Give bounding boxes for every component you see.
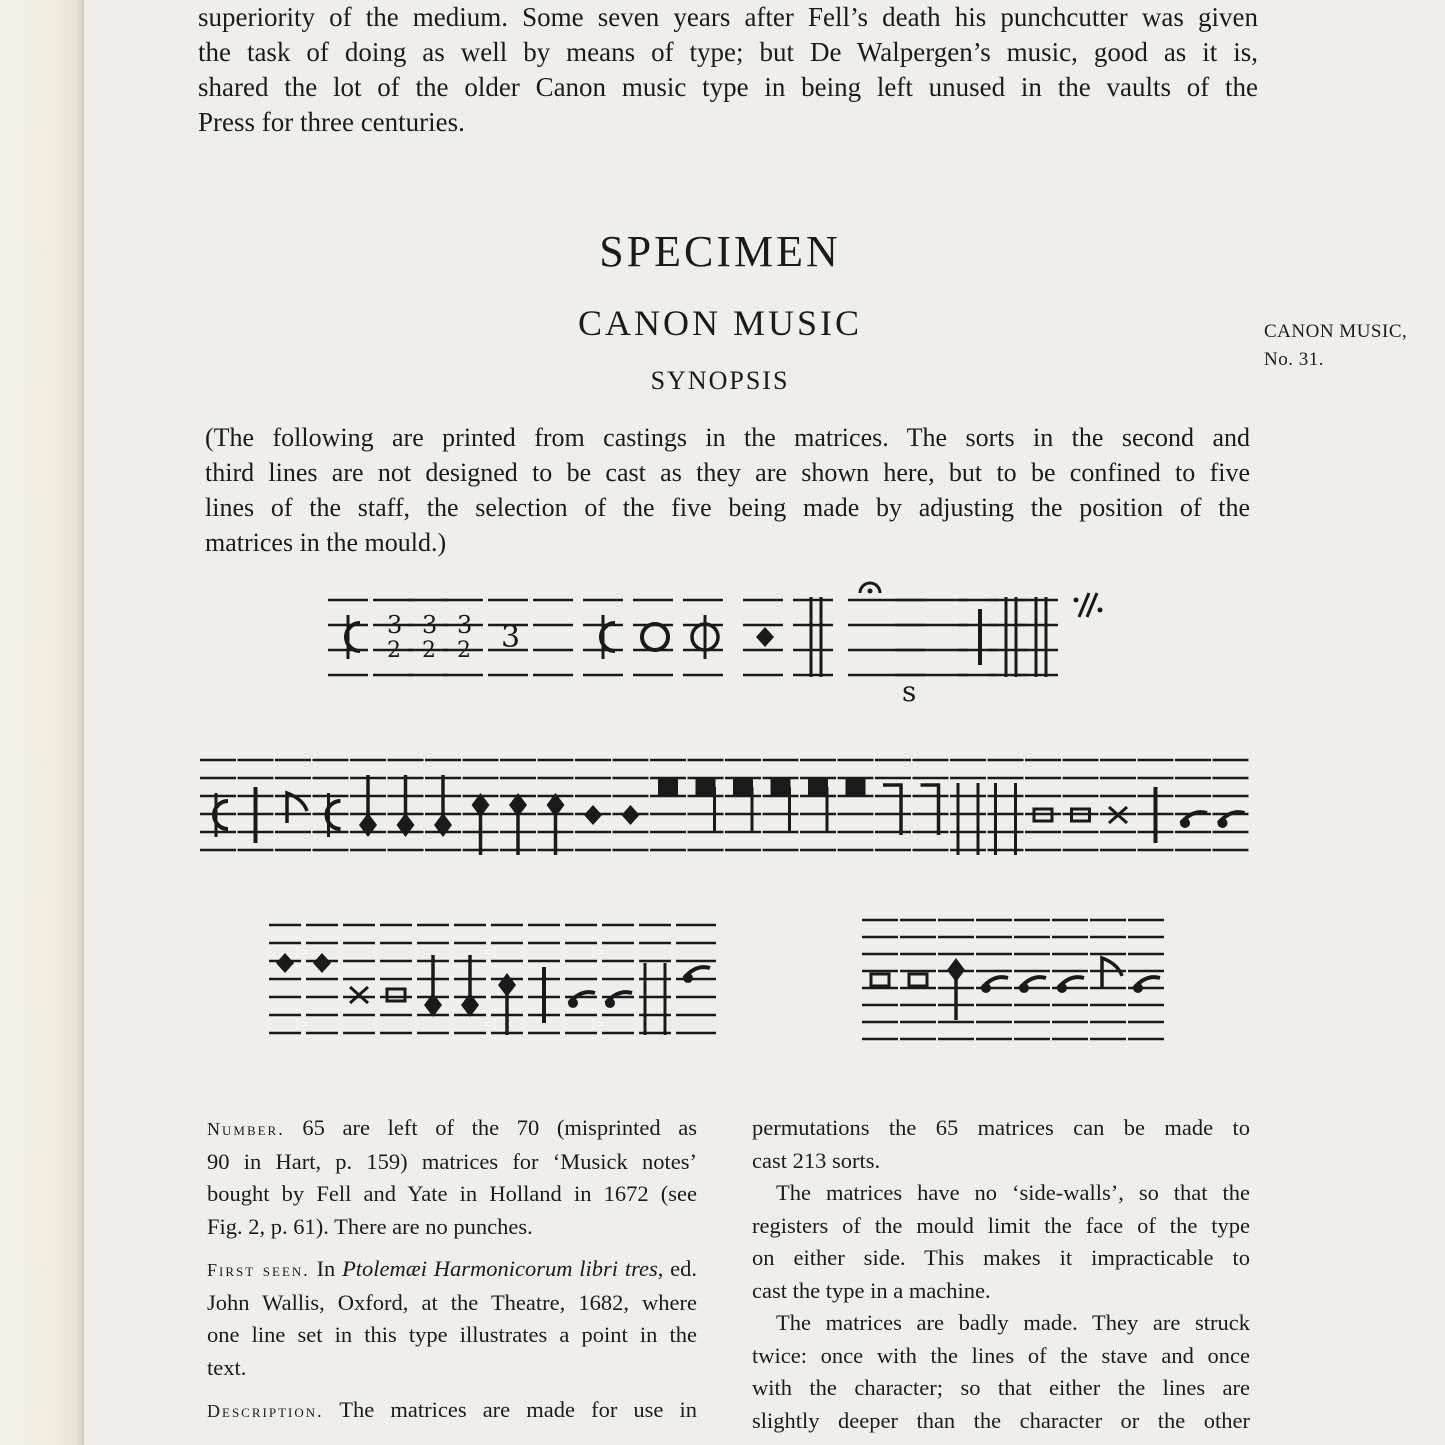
note-head (771, 778, 791, 796)
intro-line: shared the lot of the older Canon music type in being left unused in the vaults of the (198, 72, 1258, 102)
bracket-mark (883, 785, 901, 835)
note-head (313, 953, 331, 973)
number-line: bought by Fell and Yate in Holland in 1672 (see (207, 1181, 697, 1206)
margin-note-line: No. 31. (1264, 349, 1324, 370)
note-head (1218, 818, 1228, 828)
note-head (276, 953, 294, 973)
intro-line: superiority of the medium. Some seven years after Fell’s death his punchcutter was given (198, 2, 1258, 32)
intro-line: the task of doing as well by means of type; but De Walpergen’s music, good as it is, (198, 37, 1258, 67)
note-head (733, 778, 753, 796)
first-seen-line: text. (207, 1354, 247, 1380)
rest-mark (871, 974, 889, 986)
right-line: twice: once with the lines of the stave and once (752, 1342, 1250, 1368)
note-head (605, 998, 615, 1008)
note-head (846, 778, 866, 796)
synopsis-paragraph (205, 420, 1250, 560)
synopsis-line: lines of the staff, the selection of the five being made by adjusting the position of the (205, 493, 1250, 522)
note-head (434, 813, 452, 837)
description-label: Description. (207, 1401, 324, 1421)
time-digit: 2 (422, 638, 436, 663)
right-line: permutations the 65 matrices can be made to (752, 1115, 1250, 1140)
note-head (756, 627, 774, 647)
first-seen-line: John Wallis, Oxford, at the Theatre, 1682, where (207, 1289, 697, 1315)
number-line: 90 in Hart, p. 159) matrices for ‘Musick notes’ (207, 1148, 697, 1174)
first-seen-label: First seen. (207, 1260, 310, 1280)
rest-mark (909, 974, 927, 986)
synopsis-line: third lines are not designed to be cast as they are shown here, but to be confined to five (205, 458, 1250, 487)
time-digit: 3 (387, 611, 403, 639)
note-head (683, 973, 693, 983)
note-head (1057, 983, 1067, 993)
time-digit: 2 (457, 638, 471, 663)
book-gutter (0, 0, 82, 1445)
segno-mark: s (902, 675, 917, 708)
intro-paragraph (198, 0, 1258, 140)
margin-note-line: CANON MUSIC, (1264, 321, 1408, 342)
note-head (947, 958, 965, 982)
note-flag (1102, 958, 1122, 988)
music-type-specimen (190, 575, 1270, 1085)
note-head (658, 778, 678, 796)
time-digit: 3 (422, 611, 438, 639)
synopsis-line: matrices in the mould.) (205, 528, 447, 557)
repeat-mark (1074, 598, 1079, 603)
right-line: cast the type in a machine. (752, 1277, 991, 1303)
right-line: on either side. This makes it impracticable to (752, 1245, 1250, 1270)
note-head (1133, 983, 1143, 993)
right-line: The matrices are badly made. They are struck (776, 1310, 1250, 1335)
note-head (981, 983, 991, 993)
note-head (568, 998, 578, 1008)
number-line: Fig. 2, p. 61). There are no punches. (207, 1213, 533, 1239)
right-line: with the character; so that either the lines are (752, 1375, 1250, 1400)
note-head (397, 813, 415, 837)
time-digit: 3 (501, 620, 521, 655)
bracket-mark (921, 785, 939, 835)
rest-mark (387, 989, 405, 1001)
fermata-mark (868, 589, 873, 594)
heading-canon-music: CANON MUSIC (577, 303, 863, 343)
first-seen-line: one line set in this type illustrates a point in the (207, 1322, 697, 1347)
time-digit: 2 (387, 638, 401, 663)
number-line (207, 1112, 697, 1146)
margin-note (1264, 318, 1407, 374)
repeat-mark (1098, 608, 1103, 613)
note-head (1019, 983, 1029, 993)
time-digit: 3 (457, 611, 473, 639)
right-line: The matrices have no ‘side-walls’, so that the (776, 1180, 1250, 1205)
right-line: cast 213 sorts. (752, 1147, 881, 1173)
heading-specimen: SPECIMEN (599, 227, 841, 276)
synopsis-line: (The following are printed from castings in the matrices. The sorts in the second and (205, 423, 1250, 452)
note-flag (287, 793, 307, 823)
intro-line: Press for three centuries. (198, 107, 465, 137)
right-line: registers of the mould limit the face of the type (752, 1212, 1250, 1238)
first-seen-line: First seen. In Ptolemæi Harmonicorum libri tres, ed. (207, 1256, 697, 1281)
description-line: Description. The matrices are made for use in (207, 1397, 697, 1422)
right-column (752, 1112, 1250, 1437)
note-head (1180, 818, 1190, 828)
note-head (584, 805, 602, 825)
note-head (696, 778, 716, 796)
book-title: Ptolemæi Harmonicorum libri tres (342, 1256, 658, 1281)
note-head (622, 805, 640, 825)
note-head (498, 973, 516, 997)
note-head (808, 778, 828, 796)
heading-synopsis: SYNOPSIS (650, 366, 790, 395)
note-head (359, 813, 377, 837)
right-line: slightly deeper than the character or the other (752, 1407, 1250, 1433)
number-label: Number. (207, 1119, 285, 1139)
time-sign (642, 624, 668, 650)
left-column (207, 1112, 697, 1428)
number-text: 65 are left of the 70 (misprinted as (284, 1115, 697, 1140)
